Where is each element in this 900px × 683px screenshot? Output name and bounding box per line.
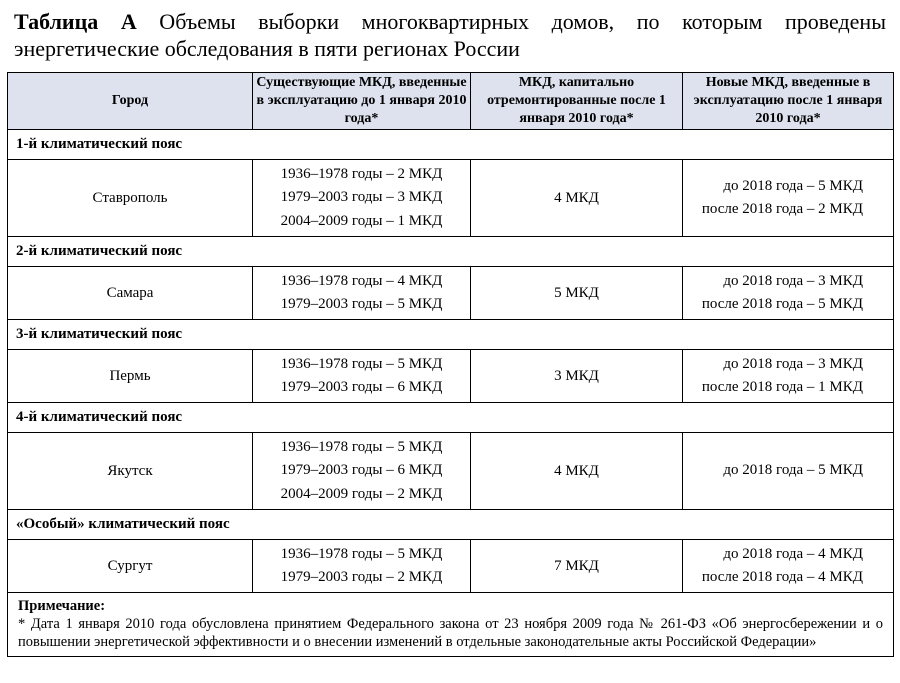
table-row: [8, 160, 894, 237]
note-title: Примечание:: [18, 598, 106, 614]
existing-cell: [253, 350, 471, 403]
zone-title: 2-й климатический пояс: [8, 237, 894, 267]
zone-title-row: [8, 237, 894, 267]
existing-line: 1936–1978 годы – 5 МКД: [280, 545, 443, 562]
zone-title: 4-й климатический пояс: [8, 403, 894, 433]
new-line: после 2018 года – 4 МКД: [701, 569, 863, 585]
city-cell: Якутск: [8, 433, 253, 510]
new-cell: [683, 160, 894, 237]
zone-title-row: [8, 320, 894, 350]
new-line: до 2018 года – 5 МКД: [723, 177, 863, 194]
renovated-cell: 4 МКД: [471, 160, 683, 237]
table-row: [8, 267, 894, 320]
zone-title-row: [8, 510, 894, 540]
existing-cell: [253, 540, 471, 593]
existing-cell: [253, 433, 471, 510]
note-row: [8, 593, 894, 657]
zone-title: «Особый» климатический пояс: [8, 510, 894, 540]
note-cell: [8, 593, 894, 657]
existing-line: 1936–1978 годы – 4 МКД: [280, 272, 443, 289]
existing-cell: [253, 267, 471, 320]
renovated-cell: 4 МКД: [471, 433, 683, 510]
table-caption: [14, 8, 886, 62]
caption-label: Таблица А: [14, 9, 137, 34]
table-row: [8, 540, 894, 593]
new-cell: [683, 540, 894, 593]
caption-text: Объемы выборки многоквартирных домов, по которым проведены энергетические обследования в пяти регионах России: [14, 9, 886, 61]
renovated-cell: 5 МКД: [471, 267, 683, 320]
new-line: до 2018 года – 4 МКД: [723, 545, 863, 562]
header-existing: Существующие МКД, введенные в эксплуатацию до 1 января 2010 года*: [253, 73, 471, 130]
new-cell: [683, 433, 894, 510]
existing-line: 1979–2003 годы – 5 МКД: [280, 296, 443, 312]
header-new: Новые МКД, введенные в эксплуатацию после 1 января 2010 года*: [683, 73, 894, 130]
existing-line: 2004–2009 годы – 2 МКД: [280, 485, 443, 502]
table-body: [8, 130, 894, 593]
zone-title: 3-й климатический пояс: [8, 320, 894, 350]
renovated-cell: 7 МКД: [471, 540, 683, 593]
new-line: после 2018 года – 2 МКД: [701, 201, 863, 217]
new-line: после 2018 года – 5 МКД: [701, 296, 863, 312]
existing-line: 1936–1978 годы – 5 МКД: [280, 355, 443, 372]
note-text: * Дата 1 января 2010 года обусловлена принятием Федерального закона от 23 ноября 2009 года № 261-ФЗ «Об энергосбережении и о повышении энергетической эффективности и о внесении изменений в отдельные законодательные акты Российской Федерации»: [18, 616, 883, 650]
city-cell: Ставрополь: [8, 160, 253, 237]
table-row: [8, 350, 894, 403]
new-line: до 2018 года – 3 МКД: [723, 272, 863, 289]
existing-line: 1979–2003 годы – 2 МКД: [280, 569, 443, 585]
zone-title-row: [8, 403, 894, 433]
existing-line: 1979–2003 годы – 6 МКД: [280, 379, 443, 395]
sample-table: [7, 72, 894, 657]
existing-line: 1979–2003 годы – 3 МКД: [280, 189, 443, 206]
city-cell: Пермь: [8, 350, 253, 403]
header-city: Город: [8, 73, 253, 130]
table-row: [8, 433, 894, 510]
zone-title: 1-й климатический пояс: [8, 130, 894, 160]
header-renovated: МКД, капитально отремонтированные после 1 января 2010 года*: [471, 73, 683, 130]
existing-line: 1936–1978 годы – 2 МКД: [280, 165, 443, 182]
existing-line: 2004–2009 годы – 1 МКД: [280, 212, 443, 229]
renovated-cell: 3 МКД: [471, 350, 683, 403]
new-cell: [683, 267, 894, 320]
new-cell: [683, 350, 894, 403]
existing-line: 1979–2003 годы – 6 МКД: [280, 462, 443, 479]
existing-line: 1936–1978 годы – 5 МКД: [280, 438, 443, 455]
new-line: после 2018 года – 1 МКД: [701, 379, 863, 395]
zone-title-row: [8, 130, 894, 160]
city-cell: Сургут: [8, 540, 253, 593]
existing-cell: [253, 160, 471, 237]
new-line: до 2018 года – 3 МКД: [723, 355, 863, 372]
city-cell: Самара: [8, 267, 253, 320]
header-row: [8, 73, 894, 130]
new-line: до 2018 года – 5 МКД: [723, 462, 863, 479]
